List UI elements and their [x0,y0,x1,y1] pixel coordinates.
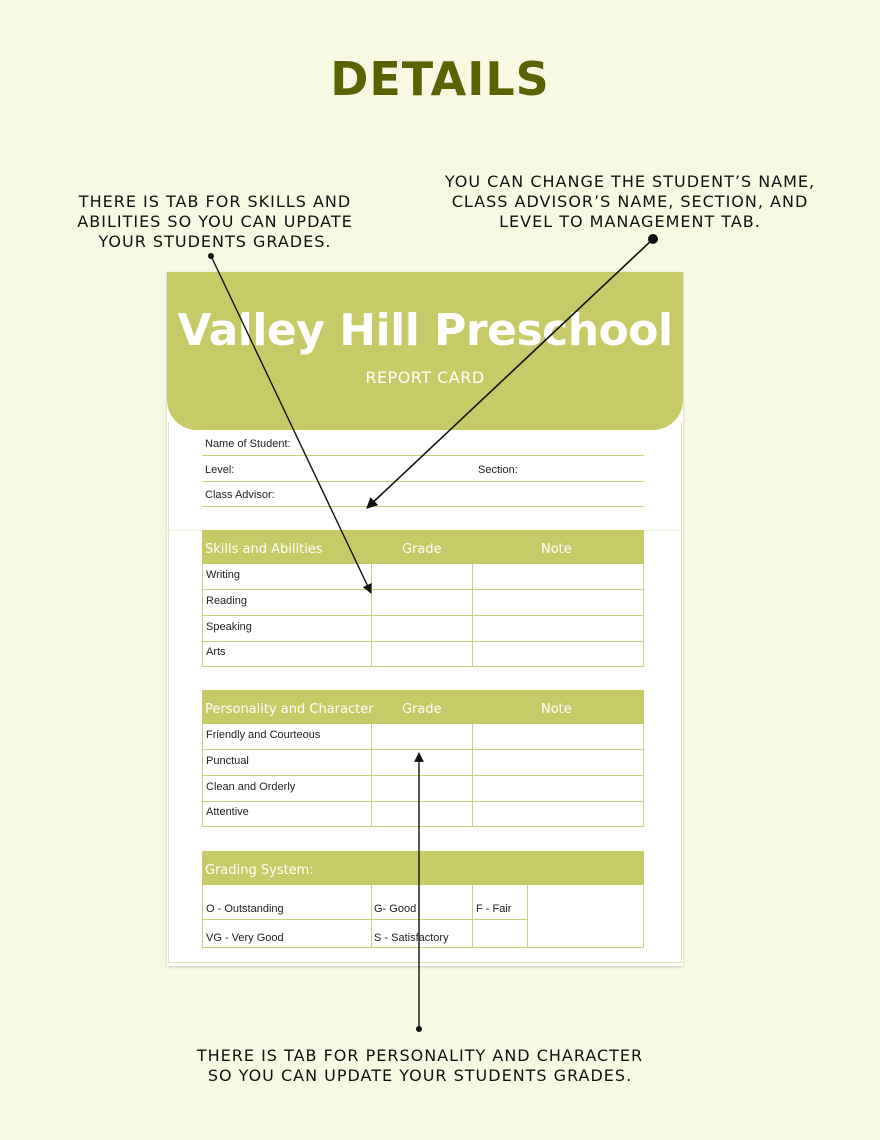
management-arrow-dot [648,234,658,244]
level-label: Level: [205,464,235,476]
trait-label: Attentive [206,806,249,818]
skills-grade-header: Grade [402,542,442,557]
trait-label: Clean and Orderly [206,781,296,793]
management-arrow [367,239,653,508]
skills-note-header: Note [541,542,572,557]
class-advisor-label: Class Advisor: [205,489,275,501]
grade-good: G- Good [374,903,417,915]
page-title: DETAILS [330,52,550,106]
personality-annotation: THERE IS TAB FOR PERSONALITY AND CHARACTER SO YOU CAN UPDATE YOUR STUDENTS GRADES. [196,1046,644,1085]
personality-grade-header: Grade [402,702,442,717]
grading-system-title: Grading System: [205,863,314,878]
skill-label: Arts [206,646,226,658]
skills-arrow-dot [208,253,214,259]
student-name-label: Name of Student: [205,438,291,450]
personality-arrow-dot [416,1026,422,1032]
report-card-subtitle: REPORT CARD [365,368,485,387]
school-name: Valley Hill Preschool [177,305,673,356]
management-annotation: YOU CAN CHANGE THE STUDENT’S NAME, CLASS ADVISOR’S NAME, SECTION, AND LEVEL TO MANAGEMENT TAB. [444,172,816,231]
grade-outstanding: O - Outstanding [206,903,284,915]
trait-label: Friendly and Courteous [206,729,321,741]
trait-label: Punctual [206,755,249,767]
skill-label: Writing [206,569,241,581]
skill-label: Speaking [206,621,252,633]
personality-note-header: Note [541,702,572,717]
grade-satisfactory: S - Satisfactory [374,932,449,944]
skills-annotation: THERE IS TAB FOR SKILLS AND ABILITIES SO YOU CAN UPDATE YOUR STUDENTS GRADES. [77,192,353,251]
section-label: Section: [478,464,518,476]
skill-label: Reading [206,595,247,607]
personality-header-label: Personality and Character [205,702,374,717]
skills-arrow [211,256,371,593]
grade-fair: F - Fair [476,903,512,915]
skills-header-label: Skills and Abilities [205,542,323,557]
grade-very-good: VG - Very Good [206,932,284,944]
